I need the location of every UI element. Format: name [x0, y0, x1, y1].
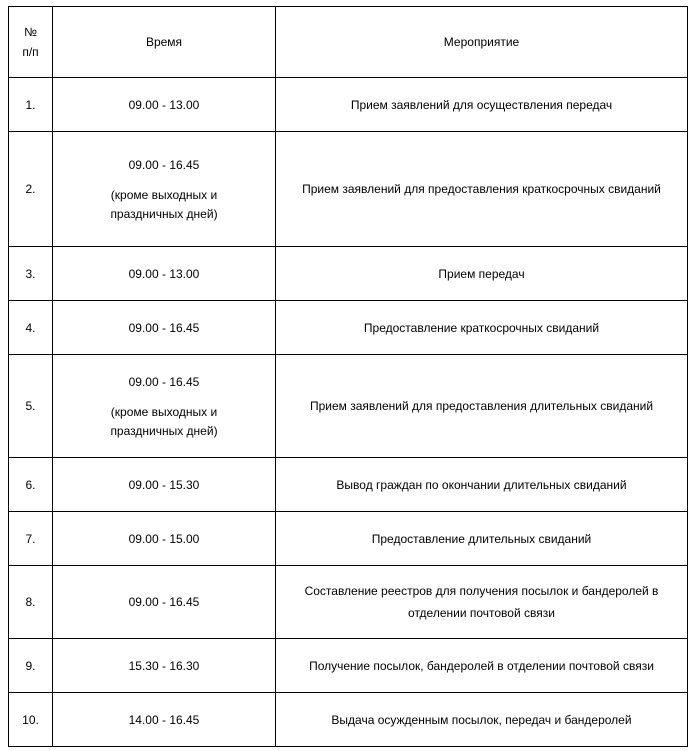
table-row [9, 512, 688, 566]
row-time: 09.00 - 16.45 (кроме выходных и праздничных дней) [53, 355, 276, 458]
row-number: 4. [9, 301, 53, 355]
row-number: 8. [9, 566, 53, 639]
row-number: 7. [9, 512, 53, 566]
row-event: Прием заявлений для осуществления передач [276, 78, 688, 132]
row-event: Прием заявлений для предоставления краткосрочных свиданий [276, 132, 688, 247]
row-event: Предоставление длительных свиданий [276, 512, 688, 566]
table-row [9, 78, 688, 132]
row-event: Прием заявлений для предоставления длительных свиданий [276, 355, 688, 458]
row-event: Прием передач [276, 247, 688, 301]
row-time: 14.00 - 16.45 [53, 693, 276, 747]
header-event: Мероприятие [276, 7, 688, 78]
table-row [9, 458, 688, 512]
row-time: 09.00 - 15.30 [53, 458, 276, 512]
row-time: 09.00 - 16.45 (кроме выходных и праздничных дней) [53, 132, 276, 247]
row-time: 09.00 - 15.00 [53, 512, 276, 566]
table-row [9, 247, 688, 301]
row-time: 15.30 - 16.30 [53, 639, 276, 693]
row-event: Предоставление краткосрочных свиданий [276, 301, 688, 355]
row-time: 09.00 - 13.00 [53, 78, 276, 132]
row-time: 09.00 - 16.45 [53, 566, 276, 639]
table-row [9, 639, 688, 693]
row-number: 5. [9, 355, 53, 458]
table-row [9, 355, 688, 458]
header-row [9, 7, 688, 78]
schedule-table [8, 6, 688, 747]
row-number: 9. [9, 639, 53, 693]
row-number: 1. [9, 78, 53, 132]
table-row [9, 566, 688, 639]
table-row [9, 132, 688, 247]
row-event: Вывод граждан по окончании длительных свиданий [276, 458, 688, 512]
row-event: Получение посылок, бандеролей в отделении почтовой связи [276, 639, 688, 693]
header-time: Время [53, 7, 276, 78]
row-time: 09.00 - 13.00 [53, 247, 276, 301]
row-number: 10. [9, 693, 53, 747]
row-time: 09.00 - 16.45 [53, 301, 276, 355]
table-row [9, 693, 688, 747]
table-row [9, 301, 688, 355]
row-number: 3. [9, 247, 53, 301]
header-number: № п/п [9, 7, 53, 78]
row-number: 6. [9, 458, 53, 512]
row-event: Выдача осужденным посылок, передач и бандеролей [276, 693, 688, 747]
row-number: 2. [9, 132, 53, 247]
row-event: Составление реестров для получения посылок и бандеролей в отделении почтовой связи [276, 566, 688, 639]
